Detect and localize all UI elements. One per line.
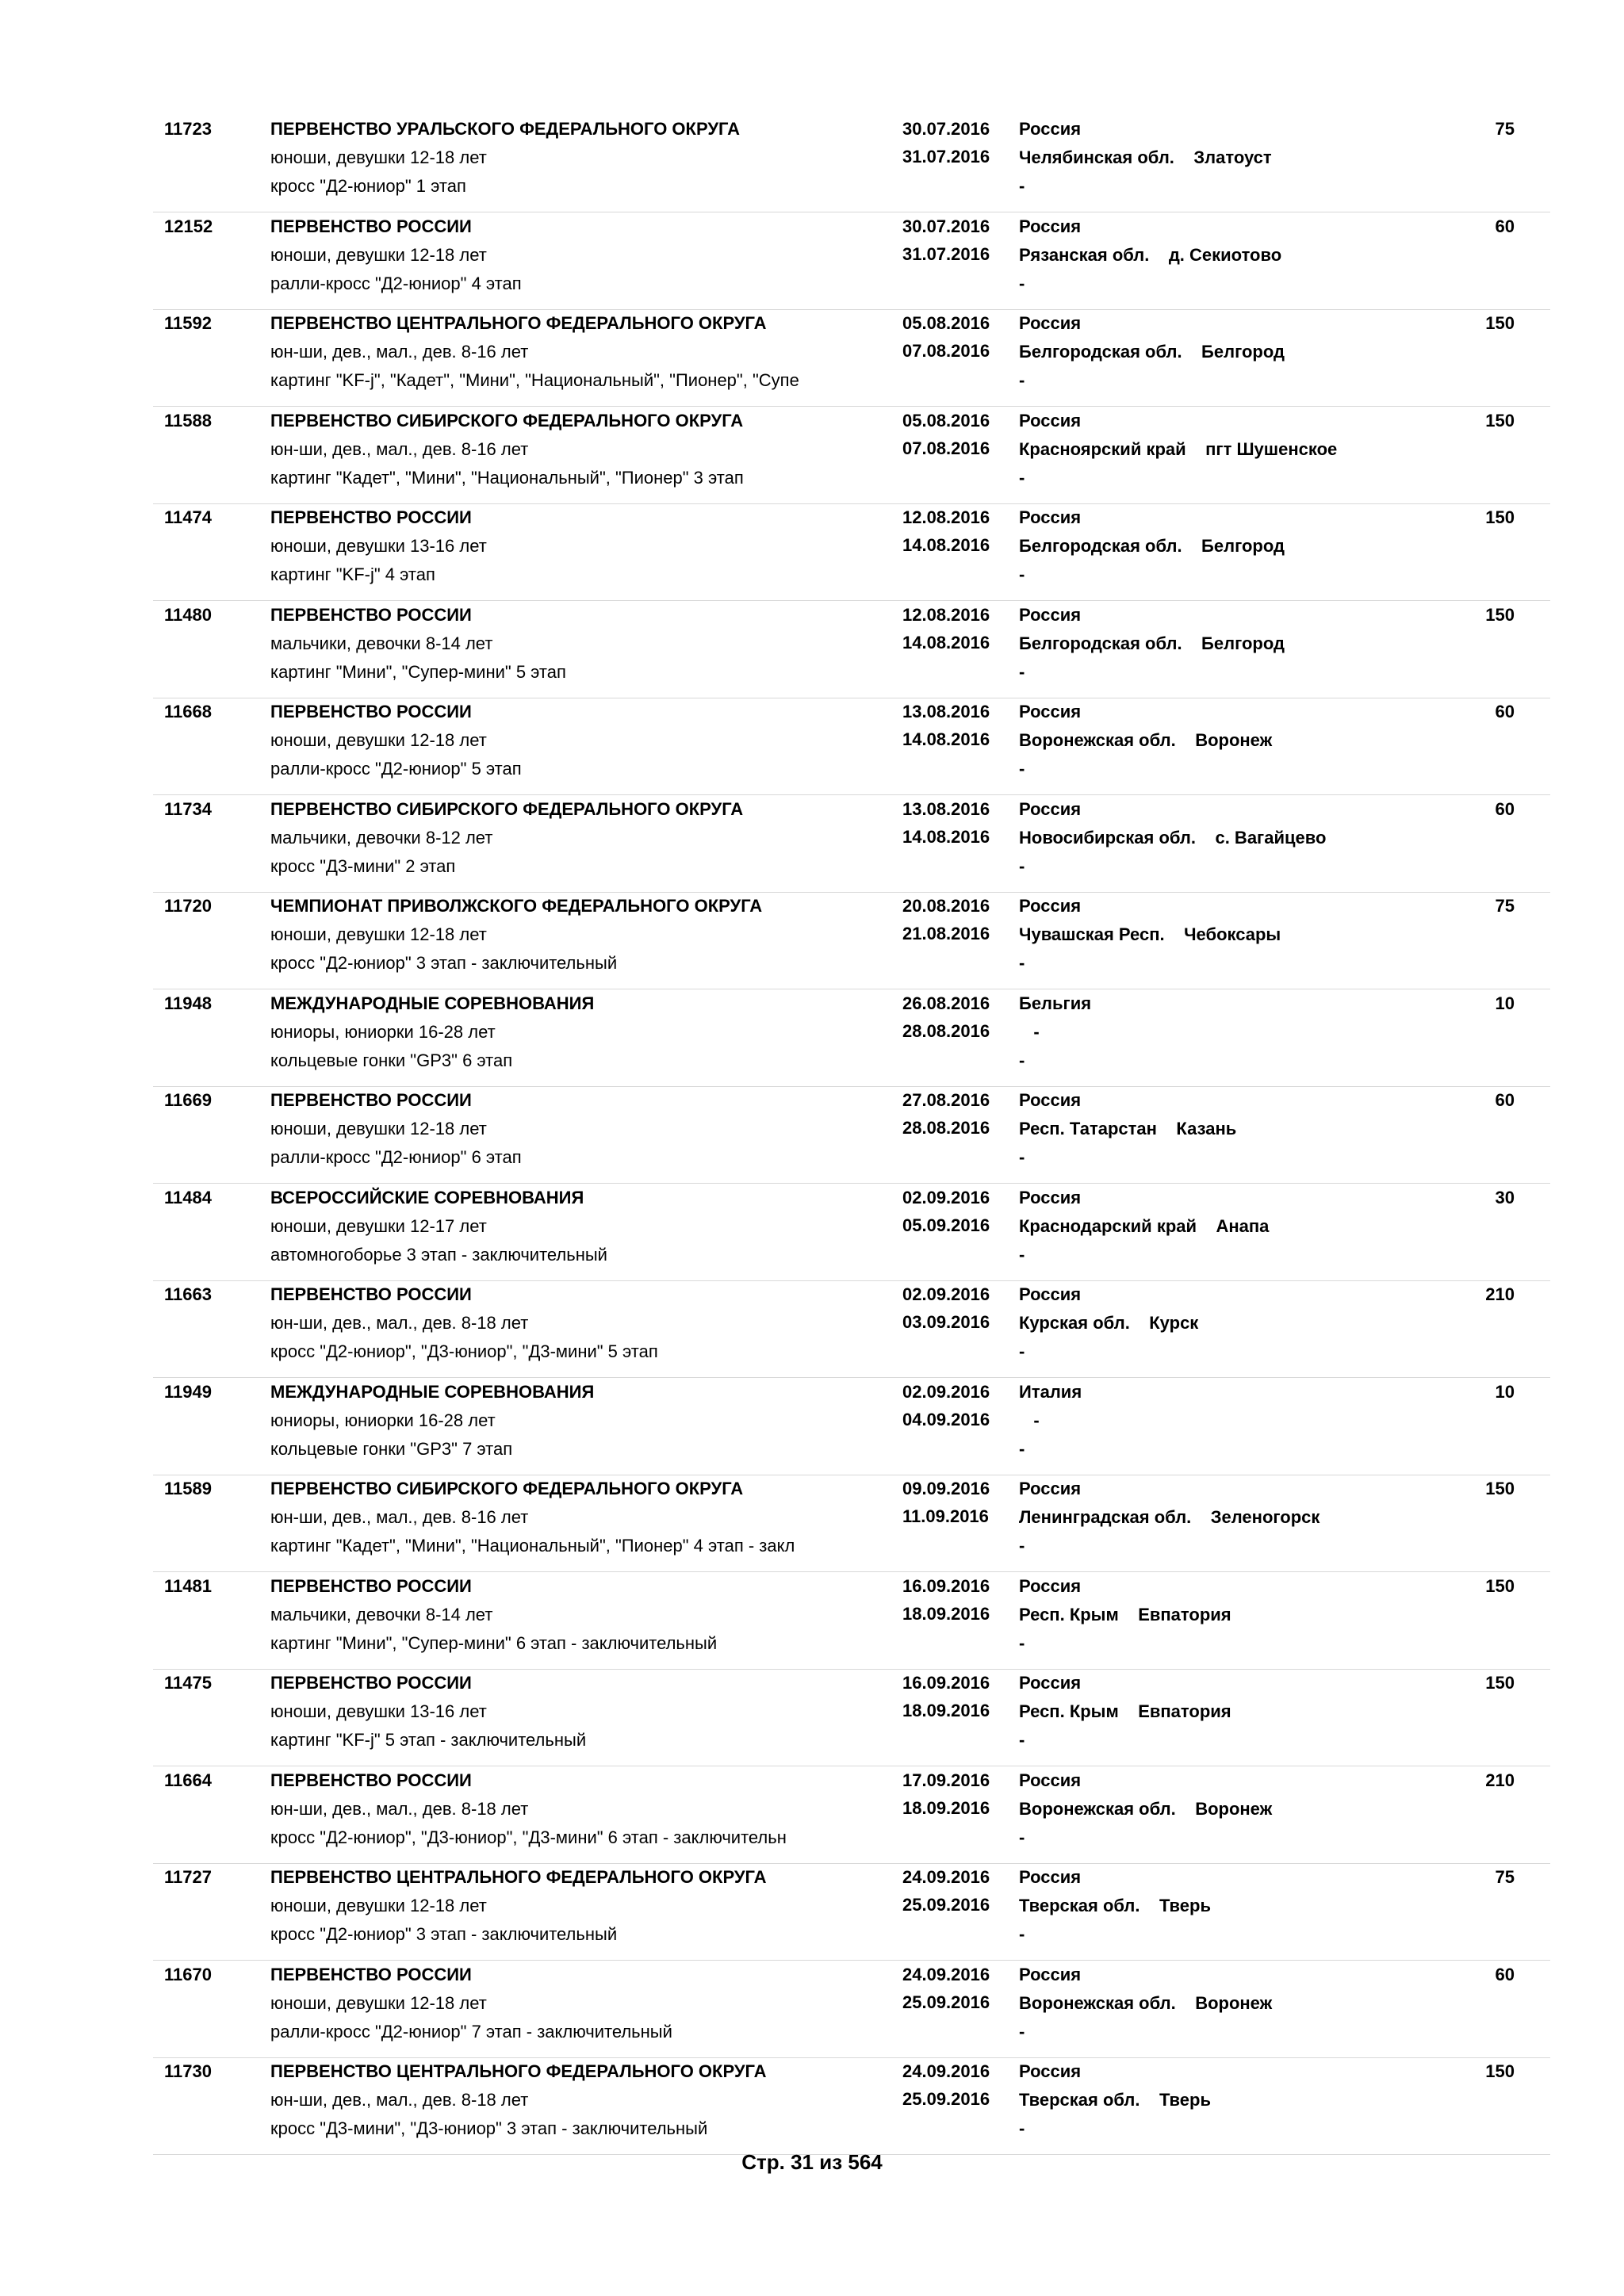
event-start-date: 12.08.2016	[902, 507, 990, 527]
event-participants: 30	[1495, 1187, 1515, 1207]
event-age-group: юн-ши, дев., мал., дев. 8-16 лет	[270, 1507, 529, 1527]
event-participants: 75	[1495, 896, 1515, 916]
event-participants: 60	[1495, 1090, 1515, 1110]
event-discipline: кросс "Д2-юниор", "Д3-юниор", "Д3-мини" 5 этап	[270, 1341, 658, 1361]
event-age-group: юниоры, юниорки 16-28 лет	[270, 1021, 496, 1042]
event-id: 11730	[164, 2061, 212, 2081]
event-region-city: Белгородская обл. Белгород	[1019, 536, 1285, 556]
event-extra: -	[1019, 467, 1025, 488]
event-end-date: 21.08.2016	[902, 924, 990, 943]
event-region-city: Воронежская обл. Воронеж	[1019, 1798, 1273, 1819]
event-age-group: юн-ши, дев., мал., дев. 8-18 лет	[270, 1798, 529, 1819]
event-participants: 60	[1495, 1964, 1515, 1984]
event-id: 11481	[164, 1575, 212, 1596]
event-participants: 210	[1485, 1284, 1515, 1304]
event-age-group: юн-ши, дев., мал., дев. 8-18 лет	[270, 1313, 529, 1333]
event-title: ПЕРВЕНСТВО РОССИИ	[270, 604, 472, 625]
event-end-date: 07.08.2016	[902, 341, 990, 361]
event-id: 11720	[164, 896, 212, 916]
event-discipline: картинг "Кадет", "Мини", "Национальный", "Пионер" 3 этап	[270, 467, 744, 488]
event-end-date: 31.07.2016	[902, 243, 990, 264]
event-extra: -	[1019, 953, 1025, 973]
event-country: Россия	[1019, 1090, 1082, 1110]
event-extra: -	[1019, 1050, 1025, 1070]
event-start-date: 13.08.2016	[902, 702, 990, 721]
event-start-date: 02.09.2016	[902, 1187, 990, 1207]
event-age-group: юниоры, юниорки 16-28 лет	[270, 1410, 496, 1430]
event-country: Россия	[1019, 702, 1082, 721]
event-country: Россия	[1019, 1867, 1082, 1887]
event-end-date: 14.08.2016	[902, 632, 990, 652]
event-region-city: -	[1019, 1410, 1040, 1430]
event-discipline: ралли-кросс "Д2-юниор" 4 этап	[270, 273, 522, 293]
event-row	[153, 1671, 1550, 1766]
event-country: Россия	[1019, 1770, 1082, 1790]
event-id: 11948	[164, 993, 212, 1013]
event-row	[153, 312, 1550, 407]
event-discipline: картинг "KF-j" 4 этап	[270, 564, 435, 584]
event-start-date: 09.09.2016	[902, 1479, 990, 1498]
event-discipline: картинг "Мини", "Супер-мини" 5 этап	[270, 661, 566, 682]
event-country: Россия	[1019, 896, 1082, 916]
event-start-date: 24.09.2016	[902, 1964, 990, 1984]
event-age-group: юноши, девушки 12-18 лет	[270, 924, 487, 944]
event-age-group: юноши, девушки 13-16 лет	[270, 536, 487, 556]
events-list	[153, 117, 1550, 2157]
event-country: Россия	[1019, 604, 1082, 625]
event-start-date: 17.09.2016	[902, 1770, 990, 1790]
event-age-group: юноши, девушки 12-18 лет	[270, 1119, 487, 1138]
event-extra: -	[1019, 564, 1025, 584]
event-extra: -	[1019, 1827, 1025, 1847]
event-end-date: 04.09.2016	[902, 1409, 990, 1429]
event-title: ПЕРВЕНСТВО РОССИИ	[270, 1284, 472, 1304]
event-title: ПЕРВЕНСТВО РОССИИ	[270, 216, 472, 236]
event-end-date: 18.09.2016	[902, 1603, 990, 1624]
event-extra: -	[1019, 1924, 1025, 1944]
event-discipline: кольцевые гонки "GP3" 6 этап	[270, 1050, 513, 1070]
event-title: ПЕРВЕНСТВО ЦЕНТРАЛЬНОГО ФЕДЕРАЛЬНОГО ОКРУГА	[270, 2061, 767, 2081]
event-title: ПЕРВЕНСТВО ЦЕНТРАЛЬНОГО ФЕДЕРАЛЬНОГО ОКРУГА	[270, 1867, 767, 1887]
event-region-city: Новосибирская обл. с. Вагайцево	[1019, 827, 1327, 848]
event-start-date: 05.08.2016	[902, 410, 990, 430]
event-end-date: 28.08.2016	[902, 1020, 990, 1041]
event-discipline: картинг "KF-j", "Кадет", "Мини", "Национальный", "Пионер", "Супе	[270, 370, 799, 390]
event-region-city: Воронежская обл. Воронеж	[1019, 730, 1273, 750]
event-region-city: Респ. Татарстан Казань	[1019, 1119, 1237, 1138]
event-extra: -	[1019, 1244, 1025, 1265]
event-row	[153, 2060, 1550, 2155]
event-row	[153, 1283, 1550, 1378]
event-title: ПЕРВЕНСТВО РОССИИ	[270, 507, 472, 527]
event-start-date: 12.08.2016	[902, 604, 990, 625]
event-row	[153, 1769, 1550, 1864]
event-region-city: Тверская обл. Тверь	[1019, 2090, 1211, 2110]
event-participants: 75	[1495, 119, 1515, 139]
event-row	[153, 1477, 1550, 1572]
event-discipline: картинг "KF-j" 5 этап - заключительный	[270, 1730, 587, 1750]
event-row	[153, 700, 1550, 795]
event-id: 12152	[164, 216, 213, 236]
event-participants: 60	[1495, 702, 1515, 721]
event-row	[153, 894, 1550, 989]
event-start-date: 02.09.2016	[902, 1381, 990, 1402]
event-extra: -	[1019, 855, 1025, 876]
event-id: 11474	[164, 507, 212, 527]
event-id: 11669	[164, 1090, 212, 1110]
event-row	[153, 1963, 1550, 2058]
event-participants: 150	[1485, 2061, 1515, 2081]
event-region-city: Тверская обл. Тверь	[1019, 1896, 1211, 1915]
event-end-date: 18.09.2016	[902, 1797, 990, 1818]
event-country: Россия	[1019, 313, 1082, 333]
event-row	[153, 117, 1550, 212]
event-row	[153, 215, 1550, 310]
event-extra: -	[1019, 273, 1025, 293]
event-title: ПЕРВЕНСТВО СИБИРСКОГО ФЕДЕРАЛЬНОГО ОКРУГА	[270, 1479, 744, 1498]
event-title: ПЕРВЕНСТВО РОССИИ	[270, 1575, 472, 1596]
event-age-group: юн-ши, дев., мал., дев. 8-16 лет	[270, 342, 529, 362]
event-country: Россия	[1019, 216, 1082, 236]
event-country: Россия	[1019, 1673, 1082, 1693]
event-start-date: 24.09.2016	[902, 1867, 990, 1887]
event-extra: -	[1019, 370, 1025, 390]
event-id: 11475	[164, 1673, 212, 1693]
event-start-date: 13.08.2016	[902, 798, 990, 819]
event-region-city: -	[1019, 1021, 1040, 1042]
event-end-date: 18.09.2016	[902, 1701, 990, 1720]
event-discipline: кросс "Д2-юниор" 3 этап - заключительный	[270, 953, 618, 973]
event-start-date: 16.09.2016	[902, 1575, 990, 1596]
event-country: Россия	[1019, 1575, 1082, 1596]
event-country: Россия	[1019, 119, 1082, 139]
event-participants: 210	[1485, 1770, 1515, 1790]
event-discipline: кросс "Д2-юниор", "Д3-юниор", "Д3-мини" 6 этап - заключительн	[270, 1827, 787, 1847]
event-extra: -	[1019, 2021, 1025, 2042]
event-age-group: мальчики, девочки 8-14 лет	[270, 633, 493, 653]
event-title: ПЕРВЕНСТВО СИБИРСКОГО ФЕДЕРАЛЬНОГО ОКРУГА	[270, 798, 744, 819]
event-end-date: 07.08.2016	[902, 438, 990, 458]
event-row	[153, 409, 1550, 504]
event-start-date: 05.08.2016	[902, 313, 990, 333]
event-extra: -	[1019, 1730, 1025, 1750]
event-participants: 150	[1485, 1575, 1515, 1596]
event-discipline: ралли-кросс "Д2-юниор" 7 этап - заключительный	[270, 2021, 672, 2042]
event-participants: 60	[1495, 798, 1515, 819]
event-start-date: 02.09.2016	[902, 1284, 990, 1304]
event-extra: -	[1019, 1632, 1025, 1653]
event-region-city: Краснодарский край Анапа	[1019, 1215, 1270, 1236]
event-id: 11664	[164, 1770, 212, 1790]
event-row	[153, 1186, 1550, 1281]
event-age-group: юноши, девушки 12-18 лет	[270, 1896, 487, 1915]
event-start-date: 27.08.2016	[902, 1090, 990, 1110]
event-discipline: ралли-кросс "Д2-юниор" 5 этап	[270, 759, 522, 779]
event-region-city: Челябинская обл. Златоуст	[1019, 147, 1272, 167]
event-age-group: юн-ши, дев., мал., дев. 8-18 лет	[270, 2090, 529, 2110]
event-country: Италия	[1019, 1381, 1082, 1402]
event-country: Россия	[1019, 507, 1082, 527]
event-id: 11589	[164, 1479, 212, 1498]
event-title: ПЕРВЕНСТВО РОССИИ	[270, 702, 472, 721]
event-discipline: ралли-кросс "Д2-юниор" 6 этап	[270, 1147, 522, 1167]
event-participants: 150	[1485, 410, 1515, 430]
event-region-city: Белгородская обл. Белгород	[1019, 342, 1285, 362]
event-title: ЧЕМПИОНАТ ПРИВОЛЖСКОГО ФЕДЕРАЛЬНОГО ОКРУГА	[270, 896, 763, 916]
event-participants: 10	[1495, 993, 1515, 1013]
event-id: 11734	[164, 798, 212, 819]
event-participants: 150	[1485, 313, 1515, 333]
event-extra: -	[1019, 176, 1025, 196]
event-region-city: Курская обл. Курск	[1019, 1313, 1199, 1333]
event-discipline: кросс "Д2-юниор" 1 этап	[270, 176, 466, 196]
event-country: Россия	[1019, 410, 1082, 430]
event-title: ПЕРВЕНСТВО СИБИРСКОГО ФЕДЕРАЛЬНОГО ОКРУГА	[270, 410, 744, 430]
event-id: 11949	[164, 1381, 212, 1402]
event-title: ПЕРВЕНСТВО РОССИИ	[270, 1964, 472, 1984]
event-discipline: кросс "Д3-мини", "Д3-юниор" 3 этап - заключительный	[270, 2118, 708, 2138]
event-region-city: Ленинградская обл. Зеленогорск	[1019, 1507, 1320, 1527]
event-end-date: 03.09.2016	[902, 1312, 990, 1332]
event-extra: -	[1019, 661, 1025, 682]
event-age-group: юноши, девушки 12-18 лет	[270, 730, 487, 750]
event-title: ПЕРВЕНСТВО РОССИИ	[270, 1673, 472, 1693]
event-country: Россия	[1019, 1479, 1082, 1498]
event-row	[153, 506, 1550, 601]
event-start-date: 24.09.2016	[902, 2061, 990, 2081]
event-participants: 150	[1485, 507, 1515, 527]
event-start-date: 30.07.2016	[902, 119, 990, 139]
event-id: 11484	[164, 1187, 212, 1207]
event-extra: -	[1019, 1341, 1025, 1361]
event-start-date: 16.09.2016	[902, 1673, 990, 1693]
event-end-date: 14.08.2016	[902, 826, 990, 847]
event-age-group: юноши, девушки 13-16 лет	[270, 1701, 487, 1721]
page-number: Стр. 31 из 564	[741, 2150, 883, 2174]
event-participants: 150	[1485, 1479, 1515, 1498]
event-row	[153, 1380, 1550, 1475]
event-country: Россия	[1019, 2061, 1082, 2081]
event-discipline: картинг "Мини", "Супер-мини" 6 этап - заключительный	[270, 1632, 718, 1653]
event-title: МЕЖДУНАРОДНЫЕ СОРЕВНОВАНИЯ	[270, 1381, 595, 1402]
event-extra: -	[1019, 759, 1025, 779]
event-id: 11480	[164, 604, 212, 625]
event-id: 11723	[164, 119, 212, 139]
event-title: ПЕРВЕНСТВО РОССИИ	[270, 1770, 472, 1790]
event-region-city: Рязанская обл. д. Секиотово	[1019, 244, 1282, 265]
event-participants: 60	[1495, 216, 1515, 236]
event-row	[153, 798, 1550, 893]
event-row	[153, 1089, 1550, 1184]
event-extra: -	[1019, 1147, 1025, 1167]
event-discipline: автомногоборье 3 этап - заключительный	[270, 1244, 607, 1265]
event-participants: 150	[1485, 1673, 1515, 1693]
event-discipline: кросс "Д2-юниор" 3 этап - заключительный	[270, 1924, 618, 1944]
event-end-date: 05.09.2016	[902, 1215, 990, 1235]
event-age-group: мальчики, девочки 8-12 лет	[270, 827, 493, 848]
event-start-date: 30.07.2016	[902, 216, 990, 236]
event-id: 11663	[164, 1284, 212, 1304]
event-title: МЕЖДУНАРОДНЫЕ СОРЕВНОВАНИЯ	[270, 993, 595, 1013]
event-participants: 150	[1485, 604, 1515, 625]
event-row	[153, 603, 1550, 698]
event-start-date: 26.08.2016	[902, 993, 990, 1013]
event-region-city: Красноярский край пгт Шушенское	[1019, 438, 1338, 459]
event-age-group: юноши, девушки 12-17 лет	[270, 1215, 487, 1236]
event-age-group: юноши, девушки 12-18 лет	[270, 1992, 487, 2013]
event-participants: 75	[1495, 1867, 1515, 1887]
event-country: Россия	[1019, 1187, 1082, 1207]
event-age-group: юн-ши, дев., мал., дев. 8-16 лет	[270, 438, 529, 459]
event-row	[153, 992, 1550, 1087]
event-end-date: 14.08.2016	[902, 535, 990, 555]
event-title: ВСЕРОССИЙСКИЕ СОРЕВНОВАНИЯ	[270, 1187, 584, 1207]
event-title: ПЕРВЕНСТВО УРАЛЬСКОГО ФЕДЕРАЛЬНОГО ОКРУГА	[270, 119, 741, 139]
event-title: ПЕРВЕНСТВО ЦЕНТРАЛЬНОГО ФЕДЕРАЛЬНОГО ОКРУГА	[270, 313, 767, 333]
event-extra: -	[1019, 1438, 1025, 1459]
event-region-city: Чувашская Респ. Чебоксары	[1019, 924, 1281, 944]
event-age-group: мальчики, девочки 8-14 лет	[270, 1604, 493, 1624]
event-country: Россия	[1019, 798, 1082, 819]
event-end-date: 25.09.2016	[902, 1895, 990, 1915]
event-end-date: 11.09.2016	[902, 1506, 989, 1526]
event-id: 11592	[164, 313, 212, 333]
event-discipline: картинг "Кадет", "Мини", "Национальный", "Пионер" 4 этап - закл	[270, 1536, 795, 1556]
event-end-date: 25.09.2016	[902, 1992, 990, 2012]
event-row	[153, 1575, 1550, 1670]
event-age-group: юноши, девушки 12-18 лет	[270, 244, 487, 265]
event-end-date: 25.09.2016	[902, 2089, 990, 2109]
event-country: Россия	[1019, 1284, 1082, 1304]
event-id: 11668	[164, 702, 212, 721]
event-country: Бельгия	[1019, 993, 1092, 1013]
event-country: Россия	[1019, 1964, 1082, 1984]
event-end-date: 14.08.2016	[902, 729, 990, 749]
event-age-group: юноши, девушки 12-18 лет	[270, 147, 487, 167]
event-extra: -	[1019, 2118, 1025, 2138]
event-region-city: Воронежская обл. Воронеж	[1019, 1992, 1273, 2013]
event-title: ПЕРВЕНСТВО РОССИИ	[270, 1090, 472, 1110]
event-end-date: 31.07.2016	[902, 147, 990, 166]
event-participants: 10	[1495, 1381, 1515, 1402]
event-region-city: Белгородская обл. Белгород	[1019, 633, 1285, 653]
event-row	[153, 1866, 1550, 1961]
event-region-city: Респ. Крым Евпатория	[1019, 1604, 1231, 1624]
event-discipline: кросс "Д3-мини" 2 этап	[270, 855, 456, 876]
event-id: 11588	[164, 410, 212, 430]
event-id: 11670	[164, 1964, 212, 1984]
event-end-date: 28.08.2016	[902, 1118, 990, 1138]
event-discipline: кольцевые гонки "GP3" 7 этап	[270, 1438, 513, 1459]
event-id: 11727	[164, 1867, 212, 1887]
event-region-city: Респ. Крым Евпатория	[1019, 1701, 1231, 1721]
event-start-date: 20.08.2016	[902, 896, 990, 916]
event-extra: -	[1019, 1536, 1025, 1556]
